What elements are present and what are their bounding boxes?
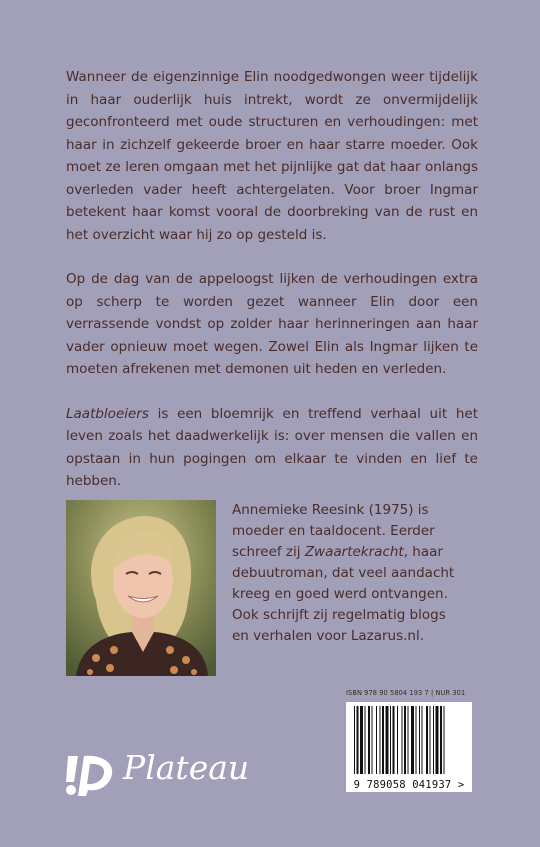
author-bio-line: kreeg en goed werd ontvangen. xyxy=(232,586,448,602)
book-title: Laatbloeiers xyxy=(66,405,149,422)
blurb-paragraph-1: Wanneer de eigenzinnige Elin noodgedwongen weer tijdelijk in haar ouderlijk huis intrekt, wordt ze onvermijdelijk geconfronteerd met oude structuren en verhoudingen: met haar in zichzelf gekeerde broer en haar starre moeder. Ook moet ze leren omgaan met het pijnlijke gat dat haar onlangs overleden vader heeft achtergelaten. Voor broer Ingmar betekent haar komst vooral de doorbreking van de rust en het overzicht waar hij zo op gesteld is. xyxy=(66,69,478,243)
publisher-logo-text: Plateau xyxy=(123,748,250,787)
author-bio-line xyxy=(232,542,492,563)
author-photo xyxy=(66,500,216,676)
author-bio-line: moeder en taaldocent. Eerder xyxy=(232,523,435,539)
author-bio xyxy=(232,500,492,647)
plateau-logo-icon xyxy=(64,752,116,802)
author-bio-text: schreef zij xyxy=(232,544,305,560)
author-bio-line: Annemieke Reesink (1975) is xyxy=(232,502,429,518)
blurb-paragraph-3-text: is een bloemrijk en treffend verhaal uit het leven zoals het daadwerkelijk is: over mensen die vallen en opstaan in hun pogingen om elkaar te vinden en lief te hebben. xyxy=(66,405,478,489)
blurb-paragraph-3 xyxy=(66,403,478,493)
debut-title: Zwaartekracht xyxy=(304,544,404,560)
author-bio-line: en verhalen voor Lazarus.nl. xyxy=(232,628,425,644)
barcode-bars xyxy=(346,702,472,776)
blurb-paragraph-2: Op de dag van de appeloogst lijken de verhoudingen extra op scherp te worden gezet wanneer Elin door een verrassende vondst op zolder haar herinneringen aan haar vader opnieuw moet wegen. Zowel Elin als Ingmar lijken te moeten afrekenen met demonen uit heden en verleden. xyxy=(66,271,478,377)
isbn-nur-line: ISBN 978 90 5804 193 7 | NUR 301 xyxy=(346,689,466,697)
barcode xyxy=(346,702,472,792)
author-bio-text: , haar xyxy=(403,544,443,560)
author-bio-line: Ook schrijft zij regelmatig blogs xyxy=(232,607,446,623)
author-bio-line: debuutroman, dat veel aandacht xyxy=(232,565,455,581)
barcode-digits: 9 789058 041937 > xyxy=(353,779,465,791)
back-cover-blurb xyxy=(66,66,478,515)
